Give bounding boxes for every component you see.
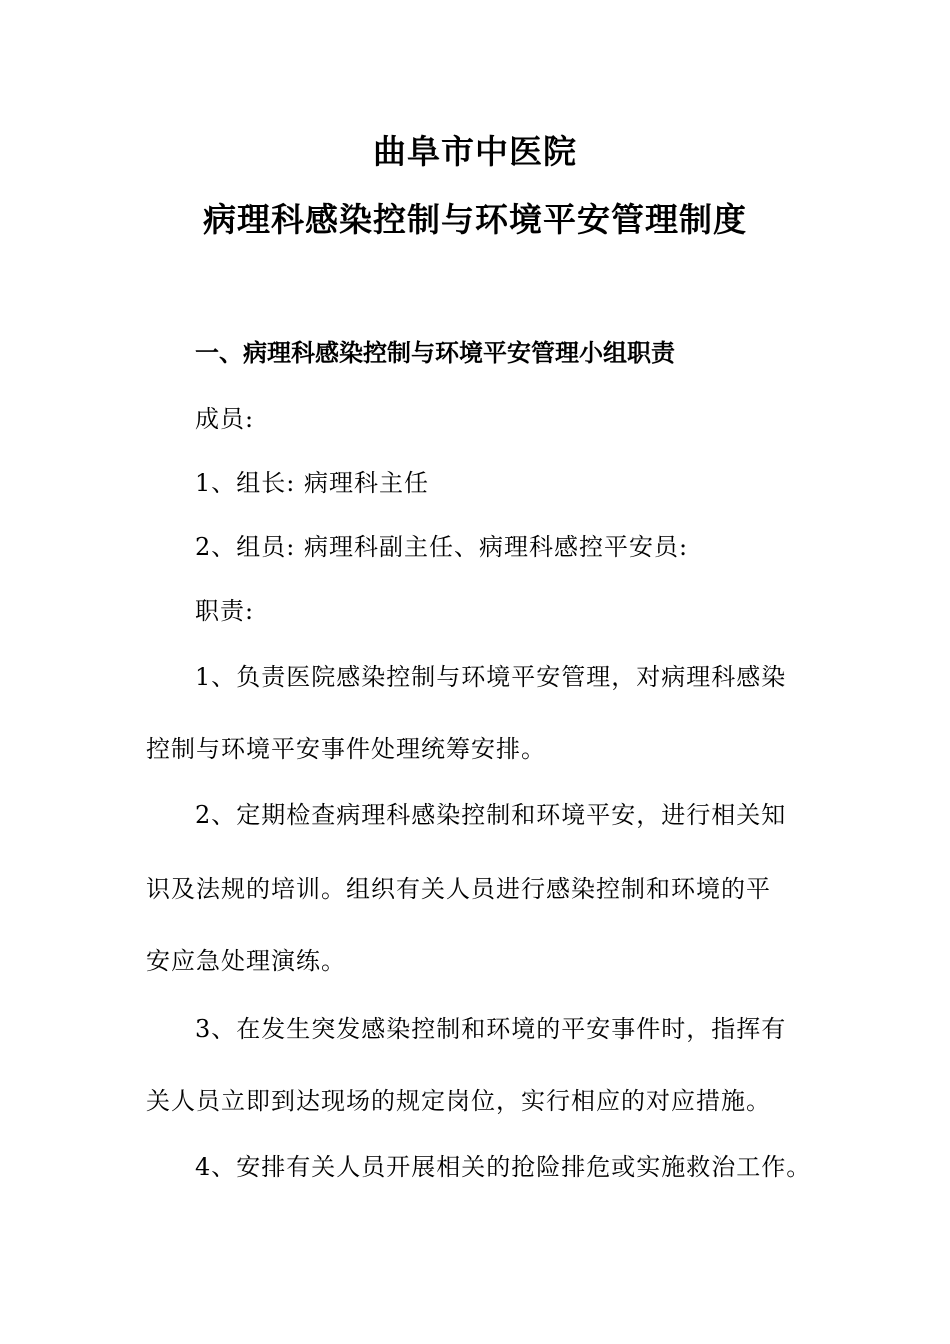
duty-2-line-2: 识及法规的培训。组织有关人员进行感染控制和环境的平 — [146, 875, 771, 903]
duty-3-line-2: 关人员立即到达现场的规定岗位，实行相应的对应措施。 — [146, 1087, 771, 1115]
duty-3-line-1: 3、在发生突发感染控制和环境的平安事件时，指挥有 — [195, 1015, 787, 1043]
document-title-hospital: 曲阜市中医院 — [373, 132, 577, 171]
duty-2-line-1: 2、定期检查病理科感染控制和环境平安，进行相关知 — [195, 801, 787, 829]
member-item-2: 2、组员: 病理科副主任、病理科感控平安员: — [195, 533, 689, 561]
member-item-1: 1、组长: 病理科主任 — [195, 469, 429, 497]
duty-1-line-1: 1、负责医院感染控制与环境平安管理，对病理科感染 — [195, 663, 787, 691]
duties-label: 职责: — [195, 597, 255, 625]
duty-1-line-2: 控制与环境平安事件处理统筹安排。 — [146, 735, 546, 763]
document-title-policy: 病理科感染控制与环境平安管理制度 — [203, 200, 747, 239]
duty-2-line-3: 安应急处理演练。 — [146, 947, 346, 975]
section-heading: 一、病理科感染控制与环境平安管理小组职责 — [195, 339, 675, 367]
duty-4-line-1: 4、安排有关人员开展相关的抢险排危或实施救治工作。 — [195, 1153, 812, 1181]
members-label: 成员: — [195, 405, 255, 433]
